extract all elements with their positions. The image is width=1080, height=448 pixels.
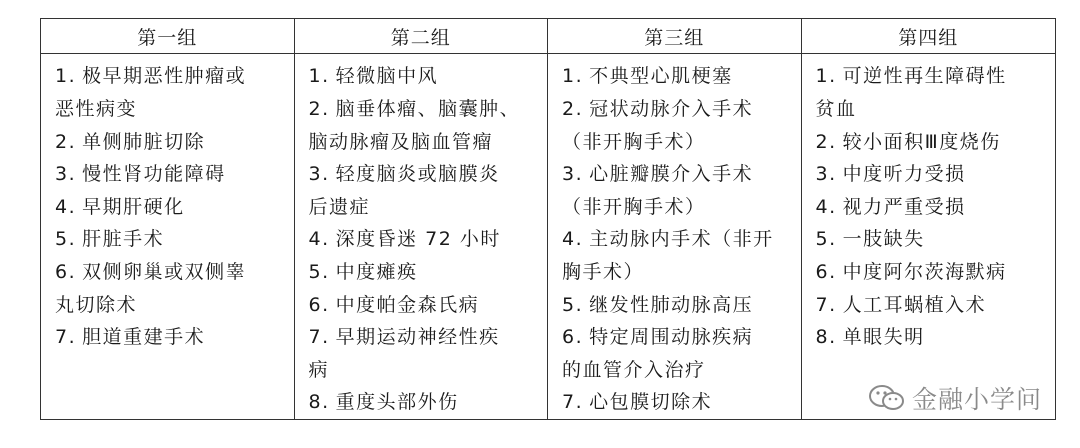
item-text: 胆道重建手术 <box>82 326 206 349</box>
item-number: 5. <box>308 261 330 284</box>
item-text: 人工耳蜗植入术 <box>842 293 987 316</box>
item-number: 7. <box>55 326 77 349</box>
item-text: 早期肝硬化 <box>82 195 185 218</box>
item-number: 6. <box>55 261 77 284</box>
list-item <box>562 126 791 159</box>
item-number: 4. <box>815 195 837 218</box>
item-number: 4. <box>562 228 584 251</box>
item-text: 轻度脑炎或脑膜炎 <box>335 163 500 186</box>
item-number: 8. <box>308 391 330 414</box>
list-item <box>816 289 1046 322</box>
item-text: 心脏瓣膜介入手术 <box>589 163 754 186</box>
list-item <box>562 354 791 387</box>
item-number: 1. <box>308 65 330 88</box>
item-number: 6. <box>562 326 584 349</box>
list-item <box>816 60 1046 93</box>
item-text: 中度帕金森氏病 <box>335 293 480 316</box>
list-item <box>309 321 538 354</box>
item-text: （非开胸手术） <box>562 130 706 153</box>
item-text: 中度阿尔茨海默病 <box>842 261 1007 284</box>
item-text: 主动脉内手术（非开 <box>589 228 774 251</box>
group-2-column <box>295 54 549 419</box>
table-body-row <box>41 54 1055 419</box>
item-number: 1. <box>815 65 837 88</box>
item-text: 重度头部外伤 <box>335 391 459 414</box>
list-item <box>816 126 1046 159</box>
item-text: 单侧肺脏切除 <box>82 130 206 153</box>
item-text: 病 <box>308 358 330 381</box>
list-item <box>55 158 284 191</box>
item-number: 8. <box>815 326 837 349</box>
item-text: 后遗症 <box>308 195 371 218</box>
item-text: 较小面积Ⅲ度烧伤 <box>842 130 1001 153</box>
list-item <box>55 60 284 93</box>
item-text: 冠状动脉介入手术 <box>589 98 754 121</box>
list-item <box>816 223 1046 256</box>
item-number: 7. <box>562 391 584 414</box>
item-text: 中度听力受损 <box>842 163 966 186</box>
item-number: 5. <box>562 293 584 316</box>
group-4-column <box>802 54 1056 419</box>
list-item <box>309 223 538 256</box>
list-item <box>309 386 538 419</box>
header-group-4: 第四组 <box>898 26 959 49</box>
list-item <box>562 60 791 93</box>
list-item <box>55 93 284 126</box>
item-number: 5. <box>55 228 77 251</box>
item-text: 深度昏迷 72 小时 <box>335 228 501 251</box>
list-item <box>562 289 791 322</box>
list-item <box>309 93 538 126</box>
item-number: 7. <box>308 326 330 349</box>
item-text: 心包膜切除术 <box>589 391 713 414</box>
list-item <box>562 158 791 191</box>
item-text: 早期运动神经性疾 <box>335 326 500 349</box>
item-number: 4. <box>308 228 330 251</box>
item-number: 1. <box>55 65 77 88</box>
item-text: 贫血 <box>815 98 857 121</box>
list-item <box>309 256 538 289</box>
watermark <box>868 382 1042 414</box>
item-text: 一肢缺失 <box>842 228 925 251</box>
item-text: 胸手术） <box>562 261 645 284</box>
table-header-row <box>41 19 1055 54</box>
list-item <box>309 60 538 93</box>
list-item <box>309 354 538 387</box>
list-item <box>816 321 1046 354</box>
list-item <box>816 191 1046 224</box>
list-item <box>309 126 538 159</box>
list-item <box>562 386 791 419</box>
item-number: 3. <box>55 163 77 186</box>
item-text: 继发性肺动脉高压 <box>589 293 754 316</box>
item-number: 5. <box>815 228 837 251</box>
item-text: 可逆性再生障碍性 <box>842 65 1007 88</box>
list-item <box>55 321 284 354</box>
list-item <box>55 191 284 224</box>
list-item <box>562 223 791 256</box>
item-number: 3. <box>308 163 330 186</box>
item-number: 6. <box>815 261 837 284</box>
item-number: 1. <box>562 65 584 88</box>
header-group-1: 第一组 <box>41 19 295 53</box>
item-number: 2. <box>562 98 584 121</box>
list-item <box>562 321 791 354</box>
list-item <box>55 289 284 322</box>
header-group-2: 第二组 <box>295 19 549 53</box>
item-number: 6. <box>308 293 330 316</box>
item-number: 3. <box>562 163 584 186</box>
list-item <box>562 93 791 126</box>
item-text: 不典型心肌梗塞 <box>589 65 733 88</box>
item-number: 3. <box>815 163 837 186</box>
list-item <box>55 223 284 256</box>
group-3-column <box>548 54 802 419</box>
item-text: 脑垂体瘤、脑囊肿、 <box>335 98 521 121</box>
list-item <box>816 158 1046 191</box>
group-1-column <box>41 54 295 419</box>
item-text: 肝脏手术 <box>82 228 165 251</box>
header-group-3: 第三组 <box>548 19 802 53</box>
item-number: 2. <box>815 130 837 153</box>
item-text: 丸切除术 <box>55 293 138 316</box>
item-text: 双侧卵巢或双侧睾 <box>82 261 247 284</box>
item-text: 慢性肾功能障碍 <box>82 163 226 186</box>
list-item <box>55 256 284 289</box>
item-text: 特定周围动脉疾病 <box>589 326 754 349</box>
item-number: 2. <box>55 130 77 153</box>
item-number: 2. <box>308 98 330 121</box>
item-text: （非开胸手术） <box>562 195 706 218</box>
watermark-text: 金融小学问 <box>912 385 1043 414</box>
list-item <box>309 289 538 322</box>
item-text: 单眼失明 <box>842 326 925 349</box>
item-number: 4. <box>55 195 77 218</box>
item-text: 极早期恶性肿瘤或 <box>82 65 247 88</box>
item-number: 7. <box>815 293 837 316</box>
item-text: 的血管介入治疗 <box>562 358 706 381</box>
list-item <box>55 126 284 159</box>
item-text: 视力严重受损 <box>842 195 966 218</box>
list-item <box>309 158 538 191</box>
list-item <box>562 191 791 224</box>
list-item <box>816 93 1046 126</box>
item-text: 轻微脑中风 <box>335 65 439 88</box>
list-item <box>309 191 538 224</box>
list-item <box>562 256 791 289</box>
item-text: 中度瘫痪 <box>335 261 418 284</box>
item-text: 恶性病变 <box>55 98 138 121</box>
illness-group-table <box>40 18 1056 420</box>
list-item <box>816 256 1046 289</box>
item-text: 脑动脉瘤及脑血管瘤 <box>308 130 494 153</box>
wechat-icon <box>868 384 906 412</box>
